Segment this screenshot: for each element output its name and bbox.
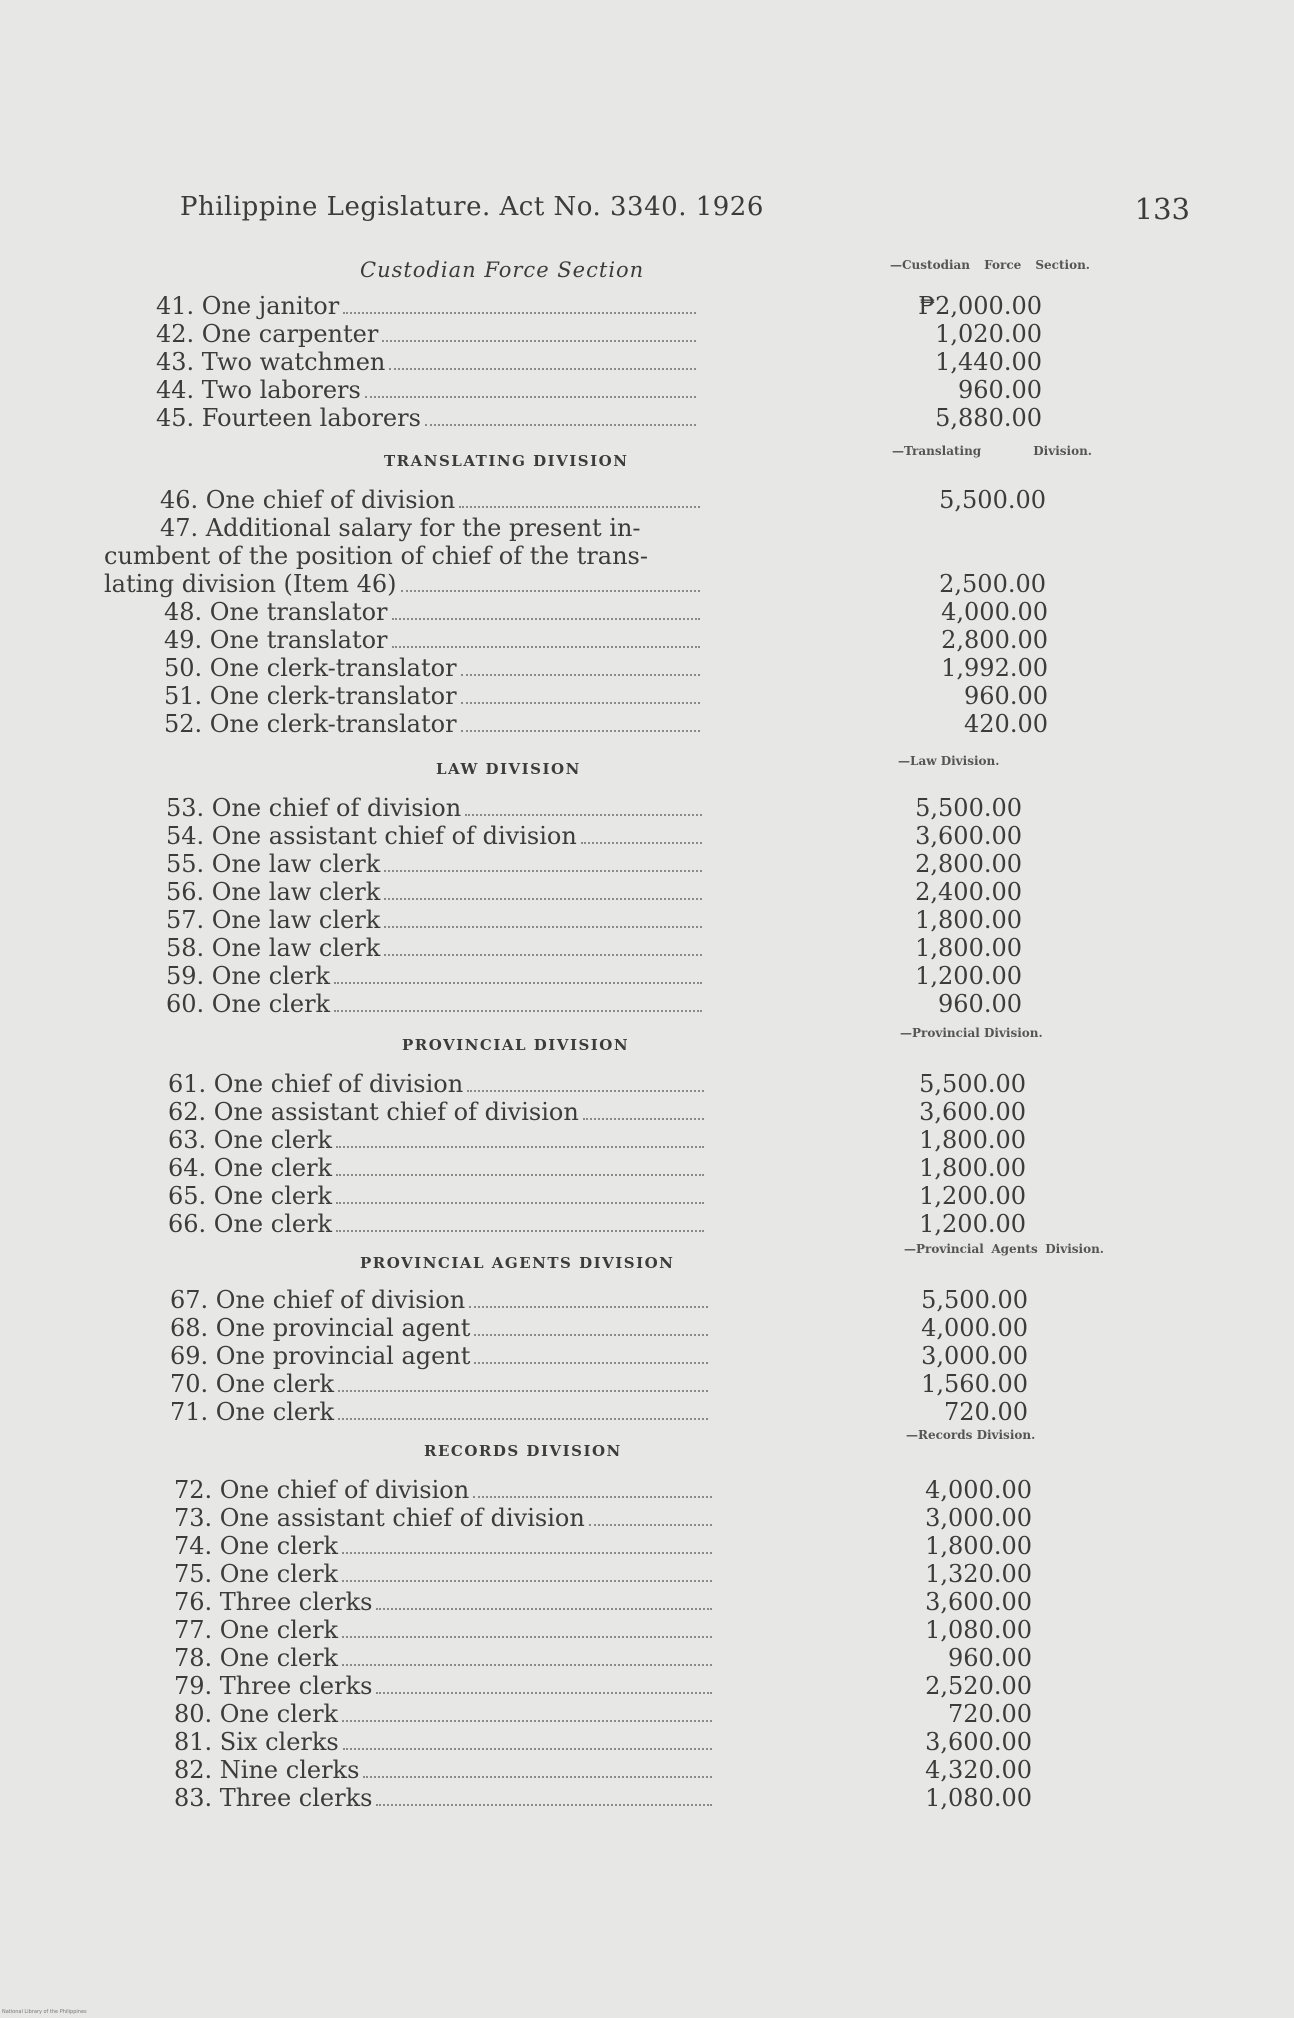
amount: 1,560.00 [921, 1370, 1028, 1398]
amount: 2,800.00 [941, 626, 1048, 654]
amount: 3,600.00 [919, 1098, 1026, 1126]
amount: 5,500.00 [921, 1286, 1028, 1314]
amount: 5,500.00 [919, 1070, 1026, 1098]
amount: 5,880.00 [935, 404, 1042, 432]
amount: 1,320.00 [925, 1560, 1032, 1588]
amount: 4,000.00 [925, 1476, 1032, 1504]
amount: 960.00 [964, 682, 1048, 710]
amount: 1,200.00 [915, 962, 1022, 990]
section-heading-provincial: PROVINCIAL DIVISION [402, 1036, 630, 1054]
amount: 4,000.00 [921, 1314, 1028, 1342]
section-heading-records: RECORDS DIVISION [424, 1442, 622, 1460]
running-head [180, 192, 1190, 228]
amount: 1,800.00 [919, 1126, 1026, 1154]
margin-note-law: —Law Division. [898, 754, 1000, 768]
amount: 720.00 [944, 1398, 1028, 1426]
section-heading-agents: PROVINCIAL AGENTS DIVISION [360, 1254, 675, 1272]
amount: 3,600.00 [925, 1728, 1032, 1756]
amount: 4,000.00 [941, 598, 1048, 626]
margin-note-custodian: —Custodian Force Section. [890, 258, 1090, 272]
margin-note-provincial: —Provincial Division. [900, 1026, 1043, 1040]
amount: 1,440.00 [935, 348, 1042, 376]
amount: 420.00 [964, 710, 1048, 738]
section-heading-law: LAW DIVISION [436, 760, 581, 778]
amount: 4,320.00 [925, 1756, 1032, 1784]
amount: 1,800.00 [915, 934, 1022, 962]
amount: 2,500.00 [939, 570, 1046, 598]
amount: 3,600.00 [915, 822, 1022, 850]
page-number: 133 [1134, 192, 1190, 226]
amount: 960.00 [938, 990, 1022, 1018]
margin-note-translating: —Translating Division. [892, 444, 1092, 458]
amount: 5,500.00 [939, 486, 1046, 514]
amount: 960.00 [958, 376, 1042, 404]
document-page: Philippine Legislature. Act No. 3340. 1926 133 Custodian Force Section —Custodian Force Section. 41. One janitor ₱2,000.00 42. One carpenter 1,020.00 43. Two watchmen 1,440.00 44. Two laborers 960.00 45. Fourteen laborers 5,880.00 TRANSLATING DIVISION —Translating Division. 46. One chief of division 5,500.00 47. Additional salary for the present in- cumbent of the position of chief of the trans- lating division (Item 46) 2,500.00 48. One translator 4,000.00 49. One translator 2,800.00 50. One clerk-translator 1,992.00 51. One clerk-translator 960.00 52. One clerk-translator 420.00 LAW DIVISION —Law Division. 53. One chief of division 5,500.00 54. One assistant chief of division 3,600.00 55. One law clerk 2,800.00 56. One law clerk 2,400.00 57. One law clerk 1,800.00 58. One law clerk 1,800.00 59. One clerk 1,200.00 60. One clerk 960.00 PROVINCIAL DIVISION —Provincial Division. 61. One chief of division 5,500.00 62. One assistant chief of division 3,600.00 63. One clerk 1,800.00 64. One clerk 1,800.00 65. One clerk 1,200.00 66. One clerk 1,200.00 PROVINCIAL AGENTS DIVISION —Provincial Agents Division. 67. One chief of division 5,500.00 68. One provincial agent 4,000.00 69. One provincial agent 3,000.00 70. One clerk 1,560.00 71. One clerk 720.00 RECORDS DIVISION —Records Division. 72. One chief of division 4,000.00 73. One assistant chief of division 3,000.00 74. One clerk 1,800.00 75. One clerk 1,320.00 76. Three clerks 3,600.00 77. One clerk 1,080.00 78. One clerk 960.00 79. Three clerks 2,520.00 80. One clerk 720.00 81. Six clerks 3,600.00 82. Nine clerks 4,320.00 83. Three clerks 1,080.00 National Library of the Philippines [2, 192, 1190, 2015]
amount: 1,800.00 [919, 1154, 1026, 1182]
amount: 3,000.00 [925, 1504, 1032, 1532]
amount: 5,500.00 [915, 794, 1022, 822]
scan-footer-note: National Library of the Philippines [2, 2009, 87, 2015]
amount: 1,800.00 [925, 1532, 1032, 1560]
amount: 720.00 [948, 1700, 1032, 1728]
amount: 1,200.00 [919, 1210, 1026, 1238]
item-47-line-2: cumbent of the position of chief of the trans- [104, 542, 648, 570]
item-47-line-1: 47. Additional salary for the present in- [160, 514, 641, 542]
amount: 1,800.00 [915, 906, 1022, 934]
amount: 960.00 [948, 1644, 1032, 1672]
amount: 1,080.00 [925, 1784, 1032, 1812]
amount: 2,800.00 [915, 850, 1022, 878]
amount: 1,200.00 [919, 1182, 1026, 1210]
margin-note-agents: —Provincial Agents Division. [904, 1242, 1104, 1256]
amount: 1,020.00 [935, 320, 1042, 348]
amount: 1,080.00 [925, 1616, 1032, 1644]
running-head-title: Philippine Legislature. Act No. 3340. 1926 [180, 192, 764, 222]
amount: 1,992.00 [941, 654, 1048, 682]
section-heading-custodian: Custodian Force Section [360, 258, 645, 282]
amount: 3,000.00 [921, 1342, 1028, 1370]
amount: 2,520.00 [925, 1672, 1032, 1700]
section-heading-translating: TRANSLATING DIVISION [384, 452, 629, 470]
amount: 2,400.00 [915, 878, 1022, 906]
amount: 3,600.00 [925, 1588, 1032, 1616]
margin-note-records: —Records Division. [906, 1428, 1036, 1442]
amount: ₱2,000.00 [918, 292, 1042, 320]
